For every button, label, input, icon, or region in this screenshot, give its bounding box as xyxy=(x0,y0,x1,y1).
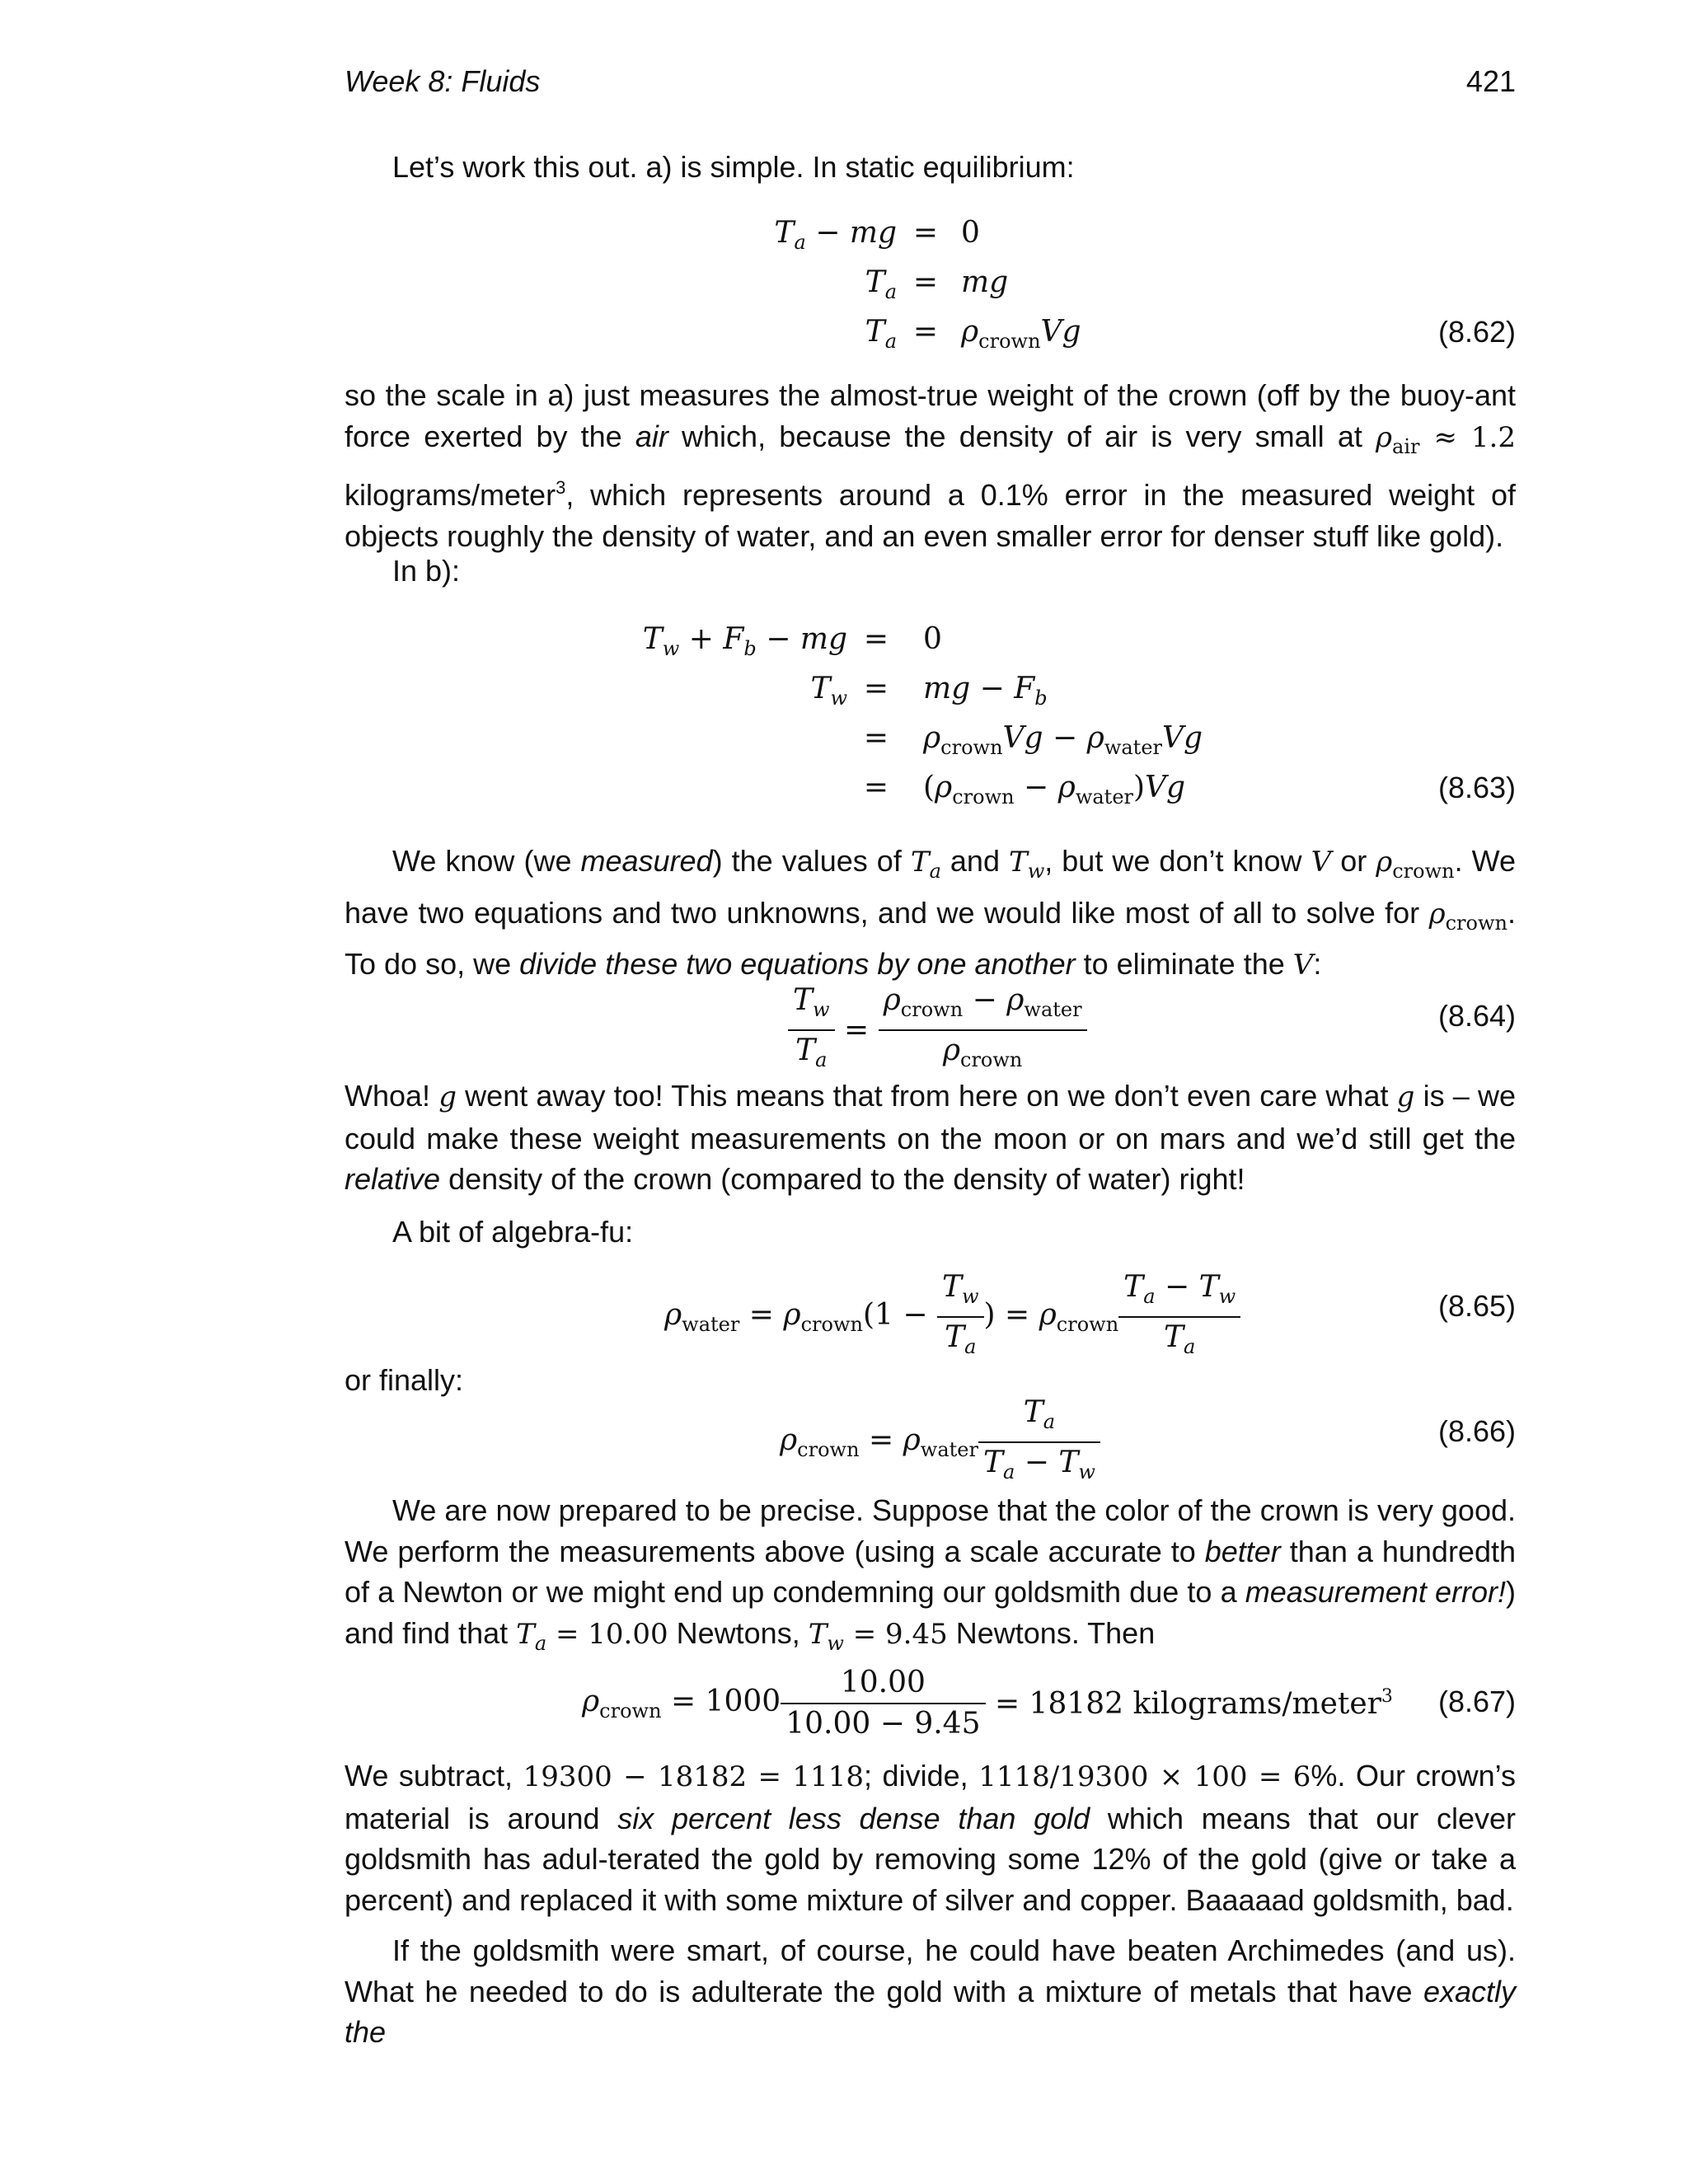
page-number: 421 xyxy=(1465,64,1516,98)
equation-number: (8.63) xyxy=(1437,771,1516,804)
paragraph-whoa: Whoa! g went away too! This means that from here on we don’t even care what g is – we could make these weight measurements on the moon or on mars and we’d still get the relative density of the crown (compared to the density of water) right! xyxy=(345,1079,1517,1196)
paragraph-smart-goldsmith: If the goldsmith were smart, of course, he could have beaten Archimedes (and us). What he needed to do is adulterate the gold with a mixture of metals that have exactly the xyxy=(345,1933,1516,2049)
equation-8-65: $\rho_{water} = \rho_{crown}(1$ − $\frac{T_w}{T_a}$ ) = $\rho_{crown}$ $\frac{T_a - T_w}{T_a}$ (8.65) xyxy=(345,1268,1516,1358)
equation-number: (8.66) xyxy=(1437,1414,1516,1448)
paragraph-scale-a: so the scale in a) just measures the almost-true weight of the crown (off by the buoy-ant force exerted by the air which, because the density of air is very small at $\rho_{air} \approx 1.2$ kilograms/meter$^3$, which represents around a 0.1% error in the measured weight of objects roughly the density of water, and an even smaller error for denser stuff like gold). xyxy=(345,378,1516,553)
paragraph-algebra-fu: A bit of algebra-fu: xyxy=(392,1215,634,1249)
equation-8-62: $T_a$ − mg = 0 $T_a$ = mg $T_a$ = $\rho_{crown}Vg$ (8.62) xyxy=(345,210,1516,359)
equation-number: (8.62) xyxy=(1437,315,1516,349)
paragraph-in-b: In b): xyxy=(392,554,461,588)
equation-8-64: $\frac{T_w}{T_a}$ = $\frac{\rho_{crown} - \rho_{water}}{\rho_{crown}}$ (8.64) xyxy=(345,981,1516,1063)
running-title: Week 8: Fluids xyxy=(345,64,541,98)
page-header xyxy=(345,64,1516,105)
paragraph-precise: We are now prepared to be precise. Suppose that the color of the crown is very good. We perform the measurements above (using a scale accurate to better than a hundredth of a Newton or we might end up condemning our goldsmith due to a measurement error!) and find that $T_a = 10.00$ Newtons, $T_w = 9.45$ Newtons. Then xyxy=(345,1493,1517,1655)
equation-8-66: $\rho_{crown} = \rho_{water}$ $\frac{T_a}{T_a - T_w}$ (8.66) xyxy=(345,1393,1516,1483)
equation-number: (8.64) xyxy=(1437,999,1516,1033)
paragraph-or-finally: or finally: xyxy=(345,1363,464,1397)
equation-number: (8.67) xyxy=(1437,1685,1516,1718)
paragraph-intro: Let’s work this out. a) is simple. In static equilibrium: xyxy=(392,150,1075,184)
equation-8-67: $\rho_{crown} = 1000$ $\frac{10.00}{10.00 - 9.45}$ = 18182 kilograms/meter$^3$ (8.67) xyxy=(345,1663,1516,1754)
paragraph-subtract: We subtract, 19300 − 18182 = 1118; divide, 1118/19300 × 100 = 6%. Our crown’s material is around six percent less dense than gold which means that our clever goldsmith has adul-terated the gold by removing some 12% of the gold (give or take a percent) and replaced it with some mixture of silver and copper. Baaaaad goldsmith, bad. xyxy=(345,1759,1516,1917)
paragraph-we-know: We know (we measured) the values of $T_a$ and $T_w$, but we don’t know V or $\rho_{crown}$. We have two equations and two unknowns, and we would like most of all to solve for $\rho_{crown}$. To do so, we divide these two equations by one another to eliminate the V: xyxy=(345,844,1516,982)
equation-number: (8.65) xyxy=(1437,1289,1516,1323)
equation-8-63: $T_w + F_b$ − mg = 0 $T_w$ = mg − $F_b$ = $\rho_{crown}Vg - \rho_{water}Vg$ = $(\rho_{crown} - \rho_{water})Vg$ (8.63) xyxy=(345,616,1516,814)
